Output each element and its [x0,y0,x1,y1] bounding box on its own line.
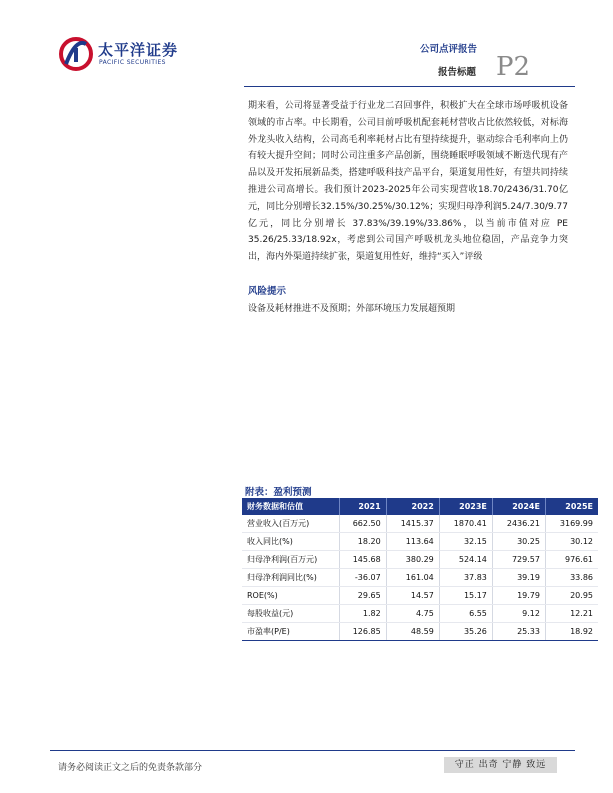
company-logo-icon [58,34,94,74]
row-label: 每股收益(元) [242,605,339,623]
footer-disclaimer: 请务必阅读正文之后的免责条款部分 [58,763,203,773]
table-cell: 12.21 [545,605,598,623]
table-cell: 37.83 [439,569,492,587]
report-type: 公司点评报告 [420,44,478,55]
table-cell: 145.68 [339,551,386,569]
row-label: 收入同比(%) [242,533,339,551]
table-cell: 729.57 [492,551,545,569]
row-label: 营业收入(百万元) [242,515,339,533]
table-cell: 25.33 [492,623,545,641]
column-header: 2025E [545,498,598,515]
table-row [242,515,598,533]
page-number: P2 [496,52,531,82]
table-cell: 18.20 [339,533,386,551]
table-cell: 14.57 [386,587,439,605]
table-cell: 32.15 [439,533,492,551]
table-cell: 19.79 [492,587,545,605]
table-cell: 1870.41 [439,515,492,533]
table-row [242,569,598,587]
column-header: 2023E [439,498,492,515]
table-cell: 380.29 [386,551,439,569]
table-cell: 976.61 [545,551,598,569]
analysis-paragraph: 期来看，公司将显著受益于行业龙二召回事件，积极扩大在全球市场呼吸机设备领域的市占率。中长期看，公司目前呼吸机配套耗材营收占比依然较低，对标海外龙头收入结构，公司高毛利率耗材占比有望持续提升，驱动综合毛利率向上仍有较大提升空间；同时公司注重多产品创新，围绕睡眠呼吸领域不断迭代现有产品以及开发拓展新品类，搭建呼吸科技产品平台，渠道复用性好，有望共同持续推进公司高增长。我们预计2023-2025年公司实现营收18.70/2436/31.70亿元，同比分别增长32.15%/30.25%/30.12%；实现归母净利润5.24/7.30/9.77亿元，同比分别增长 37.83%/39.19%/33.86%，以当前市值对应 PE 35.26/25.33/18.92x，考虑到公司国产呼吸机龙头地位稳固，产品竞争力突出，海内外渠道持续扩张，渠道复用性好，维持“买入”评级 [248,101,568,263]
row-label: ROE(%) [242,587,339,605]
column-header: 2022 [386,498,439,515]
table-row [242,551,598,569]
table-cell: 4.75 [386,605,439,623]
logo-text-cn: 太平洋证券 [98,41,179,59]
table-row [242,587,598,605]
table-row [242,533,598,551]
report-title: 报告标题 [438,67,477,78]
column-header: 2021 [339,498,386,515]
table-cell: 20.95 [545,587,598,605]
table-cell: 29.65 [339,587,386,605]
header-divider [244,86,575,87]
table-cell: 9.12 [492,605,545,623]
footer-divider [50,750,575,751]
logo-text-en: PACIFIC SECURITIES [99,59,166,66]
footer-motto: 守正 出奇 宁静 致远 [444,757,557,773]
table-cell: 662.50 [339,515,386,533]
row-label: 归母净利润同比(%) [242,569,339,587]
table-cell: 6.55 [439,605,492,623]
table-cell: 1.82 [339,605,386,623]
company-logo [58,34,198,74]
table-title: 附表：盈利预测 [245,487,312,498]
column-header: 2024E [492,498,545,515]
risk-text: 设备及耗材推进不及预期；外部环境压力发展超预期 [248,304,456,314]
row-label: 市盈率(P/E) [242,623,339,641]
table-cell: 30.12 [545,533,598,551]
row-label: 归母净利润(百万元) [242,551,339,569]
table-cell: 15.17 [439,587,492,605]
table-cell: 48.59 [386,623,439,641]
table-cell: 126.85 [339,623,386,641]
earnings-forecast-table [242,498,598,641]
table-row [242,623,598,641]
table-cell: 33.86 [545,569,598,587]
table-cell: 161.04 [386,569,439,587]
table-cell: 524.14 [439,551,492,569]
column-header: 财务数据和估值 [242,498,339,515]
table-cell: -36.07 [339,569,386,587]
risk-heading: 风险提示 [248,286,287,297]
table-cell: 39.19 [492,569,545,587]
table-cell: 30.25 [492,533,545,551]
table-cell: 113.64 [386,533,439,551]
table-cell: 2436.21 [492,515,545,533]
table-cell: 18.92 [545,623,598,641]
table-cell: 1415.37 [386,515,439,533]
table-row [242,605,598,623]
table-cell: 3169.99 [545,515,598,533]
table-header-row [242,498,598,515]
table-cell: 35.26 [439,623,492,641]
